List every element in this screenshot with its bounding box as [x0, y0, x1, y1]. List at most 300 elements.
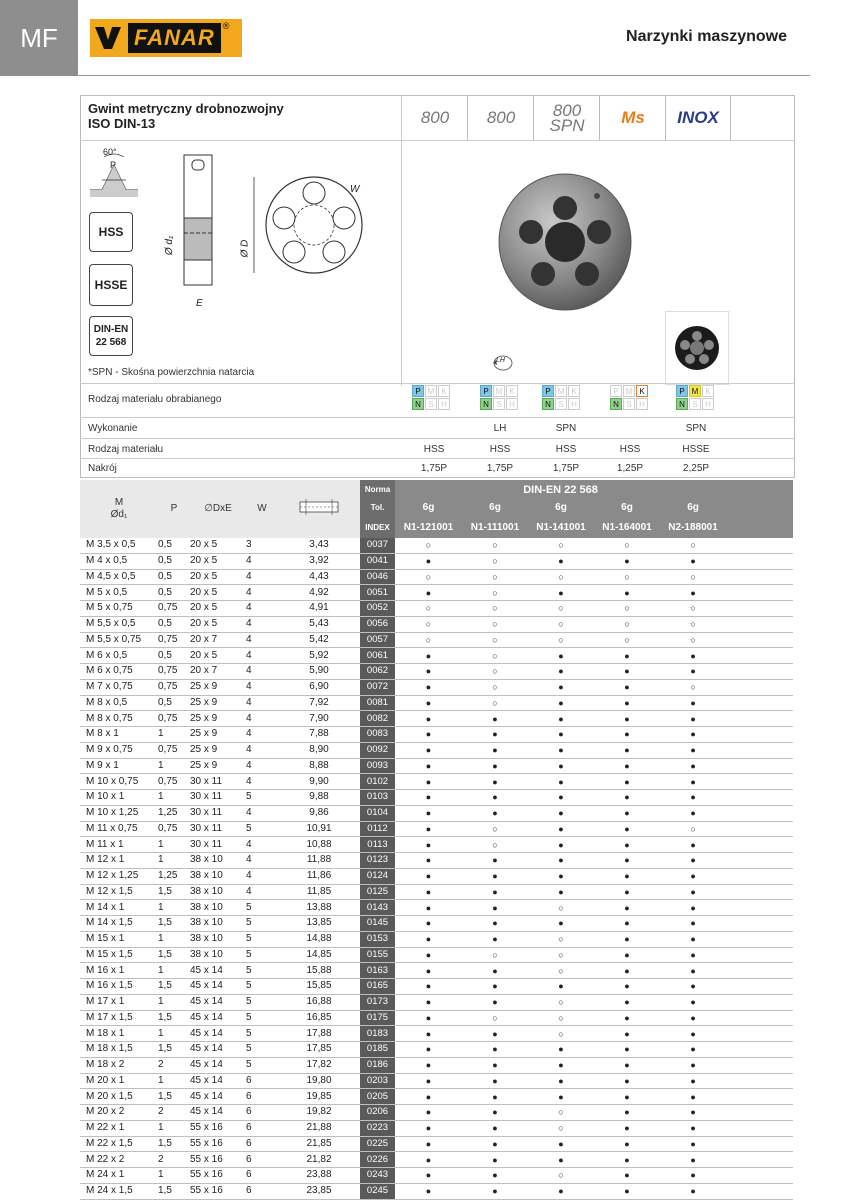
- cell-avail-4: ●: [594, 821, 660, 837]
- cell-avail-4: ●: [594, 994, 660, 1010]
- cell-pitch: 1,5: [158, 1136, 190, 1152]
- cell-spacer: [726, 963, 793, 979]
- col-header-inox: INOX: [665, 96, 731, 140]
- cell-avail-4: ●: [594, 853, 660, 869]
- cell-dxe: 45 x 14: [190, 1105, 246, 1121]
- cell-pitch: 1: [158, 758, 190, 774]
- cell-avail-2: ○: [462, 947, 528, 963]
- cell-pitch: 0,75: [158, 632, 190, 648]
- cell-w: 6: [246, 1120, 278, 1136]
- header-divider: [80, 140, 795, 141]
- cell-avail-4: ●: [594, 979, 660, 995]
- cell-dxe: 38 x 10: [190, 931, 246, 947]
- cell-spacer: [726, 837, 793, 853]
- cell-dxe: 25 x 9: [190, 679, 246, 695]
- cell-avail-3: ○: [528, 601, 594, 617]
- cell-d1: 4,92: [278, 585, 360, 601]
- cell-avail-4: ●: [594, 774, 660, 790]
- cell-d1: 23,85: [278, 1183, 360, 1199]
- cell-avail-4: ●: [594, 1026, 660, 1042]
- cell-thread: M 14 x 1,5: [80, 916, 158, 932]
- table-row: [80, 884, 793, 900]
- cell-w: 6: [246, 1183, 278, 1199]
- cell-avail-5: ●: [660, 1089, 726, 1105]
- cell-avail-1: ●: [395, 1089, 462, 1105]
- cell-avail-2: ●: [462, 916, 528, 932]
- cell-avail-5: ●: [660, 994, 726, 1010]
- tol-label: Tol.: [360, 499, 395, 517]
- cell-dxe: 20 x 5: [190, 601, 246, 617]
- cell-d1: 9,90: [278, 774, 360, 790]
- cell-thread: M 10 x 1,25: [80, 805, 158, 821]
- cell-spacer: [726, 868, 793, 884]
- cell-avail-2: ○: [462, 632, 528, 648]
- cell-spacer: [726, 1089, 793, 1105]
- cell-w: 5: [246, 931, 278, 947]
- cell-spacer: [726, 1057, 793, 1073]
- product-title-line2: ISO DIN-13: [88, 116, 156, 131]
- cell-avail-1: ●: [395, 774, 462, 790]
- cell-avail-5: ●: [660, 1168, 726, 1184]
- mat-s: S: [623, 398, 635, 410]
- mat-h: H: [636, 398, 648, 410]
- cell-dxe: 38 x 10: [190, 884, 246, 900]
- cell-d1: 5,90: [278, 664, 360, 680]
- cell-d1: 15,85: [278, 979, 360, 995]
- cell-dxe: 45 x 14: [190, 1089, 246, 1105]
- cell-pitch: 1,5: [158, 884, 190, 900]
- mat-s: S: [493, 398, 505, 410]
- table-row: [80, 774, 793, 790]
- cell-w: 5: [246, 947, 278, 963]
- cell-avail-5: ○: [660, 821, 726, 837]
- cell-w: 5: [246, 900, 278, 916]
- cell-pitch: 2: [158, 1152, 190, 1168]
- cell-avail-2: ●: [462, 1089, 528, 1105]
- cell-avail-2: ○: [462, 821, 528, 837]
- cell-avail-3: ●: [528, 1136, 594, 1152]
- cell-avail-2: ○: [462, 585, 528, 601]
- code-4: N1-164001: [594, 517, 660, 538]
- cell-w: 5: [246, 1057, 278, 1073]
- cell-index: 0052: [360, 601, 395, 617]
- cell-avail-2: ○: [462, 695, 528, 711]
- cell-spacer: [726, 1010, 793, 1026]
- cell-w: 4: [246, 758, 278, 774]
- cell-avail-3: ○: [528, 632, 594, 648]
- cell-pitch: 1: [158, 727, 190, 743]
- cell-w: 4: [246, 553, 278, 569]
- cell-avail-2: ●: [462, 1120, 528, 1136]
- cell-d1: 9,86: [278, 805, 360, 821]
- cell-thread: M 8 x 0,5: [80, 695, 158, 711]
- cell-pitch: 1: [158, 790, 190, 806]
- cell-pitch: 1: [158, 1026, 190, 1042]
- cell-thread: M 16 x 1: [80, 963, 158, 979]
- cell-avail-4: ●: [594, 1010, 660, 1026]
- cell-dxe: 25 x 9: [190, 758, 246, 774]
- mat-s: S: [689, 398, 701, 410]
- cell-thread: M 24 x 1,5: [80, 1183, 158, 1199]
- cell-avail-5: ●: [660, 774, 726, 790]
- cell-avail-4: ●: [594, 695, 660, 711]
- cell-thread: M 3,5 x 0,5: [80, 538, 158, 553]
- cell-spacer: [726, 601, 793, 617]
- cell-pitch: 1: [158, 1168, 190, 1184]
- cell-avail-1: ●: [395, 931, 462, 947]
- cell-spacer: [726, 679, 793, 695]
- cell-spacer: [726, 695, 793, 711]
- label-material-processed: Rodzaj materiału obrabianego: [88, 394, 222, 405]
- table-row: [80, 931, 793, 947]
- table-row: [80, 1152, 793, 1168]
- cell-dxe: 20 x 7: [190, 632, 246, 648]
- cell-avail-4: ●: [594, 947, 660, 963]
- mat-h: H: [438, 398, 450, 410]
- cell-avail-1: ●: [395, 884, 462, 900]
- cell-w: 4: [246, 569, 278, 585]
- cell-dxe: 55 x 16: [190, 1183, 246, 1199]
- cell-index: 0061: [360, 648, 395, 664]
- cell-d1: 19,80: [278, 1073, 360, 1089]
- cell-index: 0103: [360, 790, 395, 806]
- table-row: [80, 837, 793, 853]
- cell-avail-3: ●: [528, 711, 594, 727]
- cell-avail-2: ○: [462, 569, 528, 585]
- mat-n: N: [610, 398, 622, 410]
- cell-w: 4: [246, 837, 278, 853]
- cell-thread: M 6 x 0,75: [80, 664, 158, 680]
- cell-avail-2: ○: [462, 837, 528, 853]
- cell-spacer: [726, 758, 793, 774]
- cell-spacer: [726, 648, 793, 664]
- cell-w: 4: [246, 853, 278, 869]
- cell-index: 0056: [360, 616, 395, 632]
- cell-index: 0083: [360, 727, 395, 743]
- cell-d1: 10,88: [278, 837, 360, 853]
- cell-index: 0037: [360, 538, 395, 553]
- label-execution: Wykonanie: [88, 423, 138, 434]
- cell-spacer: [726, 979, 793, 995]
- cell-dxe: 25 x 9: [190, 695, 246, 711]
- cell-pitch: 0,5: [158, 585, 190, 601]
- cell-avail-3: ○: [528, 994, 594, 1010]
- cell-thread: M 14 x 1: [80, 900, 158, 916]
- col-p: P: [158, 480, 190, 538]
- cell-avail-1: ●: [395, 790, 462, 806]
- execution-3: SPN: [555, 423, 577, 434]
- cell-dxe: 45 x 14: [190, 979, 246, 995]
- cell-avail-5: ○: [660, 632, 726, 648]
- cell-avail-3: ●: [528, 679, 594, 695]
- cell-pitch: 0,75: [158, 742, 190, 758]
- cell-avail-1: ●: [395, 1057, 462, 1073]
- cell-pitch: 0,75: [158, 664, 190, 680]
- cell-index: 0125: [360, 884, 395, 900]
- cell-spacer: [726, 931, 793, 947]
- table-row: [80, 790, 793, 806]
- cell-avail-3: ○: [528, 616, 594, 632]
- cell-avail-4: ●: [594, 790, 660, 806]
- cell-index: 0143: [360, 900, 395, 916]
- cell-avail-4: ●: [594, 711, 660, 727]
- cell-avail-4: ●: [594, 931, 660, 947]
- cell-avail-3: ●: [528, 664, 594, 680]
- mat-p: P: [610, 385, 622, 397]
- cell-pitch: 0,75: [158, 774, 190, 790]
- cell-avail-2: ●: [462, 727, 528, 743]
- cell-thread: M 17 x 1: [80, 994, 158, 1010]
- cell-avail-1: ●: [395, 1010, 462, 1026]
- table-row: [80, 900, 793, 916]
- label-material: Rodzaj materiału: [88, 444, 164, 455]
- cell-pitch: 2: [158, 1105, 190, 1121]
- cell-thread: M 7 x 0,75: [80, 679, 158, 695]
- cell-index: 0102: [360, 774, 395, 790]
- cell-avail-5: ●: [660, 1120, 726, 1136]
- cell-thread: M 9 x 0,75: [80, 742, 158, 758]
- cell-dxe: 30 x 11: [190, 805, 246, 821]
- cell-thread: M 18 x 1,5: [80, 1042, 158, 1058]
- cell-avail-4: ●: [594, 727, 660, 743]
- table-row: [80, 711, 793, 727]
- material-grid-1: [412, 385, 450, 410]
- cell-d1: 7,88: [278, 727, 360, 743]
- cell-avail-5: ○: [660, 679, 726, 695]
- mat-n: N: [480, 398, 492, 410]
- cell-avail-5: ●: [660, 758, 726, 774]
- cell-avail-1: ●: [395, 1120, 462, 1136]
- cell-index: 0082: [360, 711, 395, 727]
- cell-thread: M 6 x 0,5: [80, 648, 158, 664]
- material-1: HSS: [423, 444, 445, 455]
- cell-w: 4: [246, 648, 278, 664]
- cell-w: 4: [246, 695, 278, 711]
- table-row: [80, 664, 793, 680]
- cell-pitch: 1,25: [158, 868, 190, 884]
- cell-d1: 5,92: [278, 648, 360, 664]
- cell-d1: 5,42: [278, 632, 360, 648]
- cell-thread: M 24 x 1: [80, 1168, 158, 1184]
- cell-d1: 10,91: [278, 821, 360, 837]
- cell-avail-4: ●: [594, 585, 660, 601]
- cell-thread: M 10 x 1: [80, 790, 158, 806]
- cell-spacer: [726, 774, 793, 790]
- code-3: N1-141001: [528, 517, 594, 538]
- cell-w: 4: [246, 679, 278, 695]
- table-row: [80, 868, 793, 884]
- dimensions-table: [80, 480, 793, 1200]
- cell-spacer: [726, 821, 793, 837]
- cell-thread: M 11 x 0,75: [80, 821, 158, 837]
- mat-m: M: [623, 385, 635, 397]
- cell-avail-2: ●: [462, 1042, 528, 1058]
- lh-label: LH: [496, 357, 505, 364]
- cell-dxe: 20 x 7: [190, 664, 246, 680]
- cell-w: 4: [246, 616, 278, 632]
- cell-dxe: 20 x 5: [190, 553, 246, 569]
- cell-avail-2: ●: [462, 774, 528, 790]
- cell-avail-2: ○: [462, 616, 528, 632]
- col-tap-icon: [278, 480, 360, 538]
- tol-spacer: [726, 499, 793, 517]
- mat-h: H: [568, 398, 580, 410]
- cell-index: 0057: [360, 632, 395, 648]
- cell-thread: M 18 x 1: [80, 1026, 158, 1042]
- cell-d1: 15,88: [278, 963, 360, 979]
- cell-dxe: 38 x 10: [190, 916, 246, 932]
- cell-avail-1: ●: [395, 868, 462, 884]
- cell-thread: M 5 x 0,5: [80, 585, 158, 601]
- cell-avail-5: ●: [660, 1183, 726, 1199]
- cell-avail-3: ○: [528, 538, 594, 553]
- cell-w: 4: [246, 884, 278, 900]
- cell-avail-3: ●: [528, 1057, 594, 1073]
- cell-index: 0226: [360, 1152, 395, 1168]
- diagram-pitch: P: [110, 160, 117, 170]
- cell-w: 5: [246, 963, 278, 979]
- cell-avail-5: ●: [660, 1136, 726, 1152]
- cell-w: 4: [246, 727, 278, 743]
- norma-label: Norma: [360, 480, 395, 499]
- table-row: [80, 1026, 793, 1042]
- cell-avail-3: ●: [528, 758, 594, 774]
- cell-dxe: 55 x 16: [190, 1136, 246, 1152]
- cell-spacer: [726, 1183, 793, 1199]
- cell-avail-1: ●: [395, 553, 462, 569]
- cell-spacer: [726, 1042, 793, 1058]
- cut-1: 1,75P: [420, 463, 448, 474]
- cell-avail-3: ●: [528, 1183, 594, 1199]
- cell-thread: M 9 x 1: [80, 758, 158, 774]
- cell-avail-2: ●: [462, 1168, 528, 1184]
- cell-pitch: 0,5: [158, 616, 190, 632]
- row-divider-1: [80, 417, 795, 418]
- cell-avail-5: ●: [660, 805, 726, 821]
- cell-avail-2: ○: [462, 553, 528, 569]
- cell-avail-2: ●: [462, 931, 528, 947]
- mat-n: N: [542, 398, 554, 410]
- cell-w: 4: [246, 632, 278, 648]
- cell-d1: 17,85: [278, 1042, 360, 1058]
- material-4: HSS: [619, 444, 641, 455]
- cell-spacer: [726, 585, 793, 601]
- cell-avail-2: ●: [462, 758, 528, 774]
- cell-d1: 19,85: [278, 1089, 360, 1105]
- cell-avail-4: ○: [594, 632, 660, 648]
- cell-avail-3: ●: [528, 648, 594, 664]
- cell-index: 0245: [360, 1183, 395, 1199]
- cell-thread: M 20 x 1,5: [80, 1089, 158, 1105]
- tol-2: 6g: [462, 499, 528, 517]
- cell-index: 0175: [360, 1010, 395, 1026]
- cell-avail-5: ●: [660, 916, 726, 932]
- table-row: [80, 1136, 793, 1152]
- cell-index: 0145: [360, 916, 395, 932]
- table-row: [80, 727, 793, 743]
- product-title: [88, 101, 284, 131]
- cell-thread: M 5 x 0,75: [80, 601, 158, 617]
- cell-pitch: 1,5: [158, 1183, 190, 1199]
- col-m: [80, 480, 158, 538]
- mat-p: P: [480, 385, 492, 397]
- logo-brand: FANAR: [128, 23, 221, 53]
- table-row: [80, 979, 793, 995]
- cell-pitch: 0,5: [158, 569, 190, 585]
- cell-index: 0203: [360, 1073, 395, 1089]
- cell-dxe: 55 x 16: [190, 1120, 246, 1136]
- cell-spacer: [726, 553, 793, 569]
- cell-avail-5: ●: [660, 585, 726, 601]
- col-m-label: M: [114, 497, 124, 508]
- table-row: [80, 648, 793, 664]
- cell-spacer: [726, 742, 793, 758]
- cell-w: 4: [246, 664, 278, 680]
- cell-avail-4: ●: [594, 963, 660, 979]
- cell-avail-3: ○: [528, 963, 594, 979]
- cell-avail-4: ●: [594, 758, 660, 774]
- cell-pitch: 0,5: [158, 538, 190, 553]
- row-divider-2: [80, 438, 795, 439]
- table-row: [80, 1010, 793, 1026]
- table-row: [80, 601, 793, 617]
- cell-avail-3: ○: [528, 1026, 594, 1042]
- cell-avail-3: ●: [528, 853, 594, 869]
- material-grid-2: [480, 385, 518, 410]
- die-front-view-icon: [254, 177, 362, 273]
- cell-avail-1: ●: [395, 1026, 462, 1042]
- cell-avail-4: ●: [594, 868, 660, 884]
- cell-avail-4: ●: [594, 900, 660, 916]
- cell-index: 0185: [360, 1042, 395, 1058]
- cell-avail-1: ●: [395, 1105, 462, 1121]
- cell-spacer: [726, 1073, 793, 1089]
- cell-dxe: 20 x 5: [190, 569, 246, 585]
- mat-n: N: [676, 398, 688, 410]
- cell-pitch: 1,5: [158, 947, 190, 963]
- cell-dxe: 55 x 16: [190, 1168, 246, 1184]
- cell-avail-1: ●: [395, 1168, 462, 1184]
- cell-avail-4: ●: [594, 1073, 660, 1089]
- cell-index: 0223: [360, 1120, 395, 1136]
- diagram-d: Ø D: [239, 239, 251, 258]
- cell-dxe: 45 x 14: [190, 1073, 246, 1089]
- cell-avail-3: ●: [528, 979, 594, 995]
- mat-s: S: [425, 398, 437, 410]
- table-row: [80, 1073, 793, 1089]
- cell-avail-5: ●: [660, 947, 726, 963]
- col-header-800-lh: 800: [467, 96, 534, 140]
- cell-avail-5: ●: [660, 1010, 726, 1026]
- row-divider-0: [80, 383, 795, 384]
- cell-d1: 14,88: [278, 931, 360, 947]
- cell-avail-2: ○: [462, 664, 528, 680]
- cell-pitch: 1: [158, 1120, 190, 1136]
- table-row: [80, 805, 793, 821]
- cell-d1: 3,92: [278, 553, 360, 569]
- cell-thread: M 5,5 x 0,75: [80, 632, 158, 648]
- cell-avail-5: ●: [660, 900, 726, 916]
- cell-dxe: 45 x 14: [190, 1042, 246, 1058]
- cell-avail-1: ●: [395, 727, 462, 743]
- cell-avail-1: ●: [395, 585, 462, 601]
- cell-index: 0205: [360, 1089, 395, 1105]
- cell-avail-1: ●: [395, 679, 462, 695]
- cell-d1: 21,82: [278, 1152, 360, 1168]
- material-grid-3: [542, 385, 580, 410]
- cell-w: 4: [246, 868, 278, 884]
- cell-avail-3: ○: [528, 900, 594, 916]
